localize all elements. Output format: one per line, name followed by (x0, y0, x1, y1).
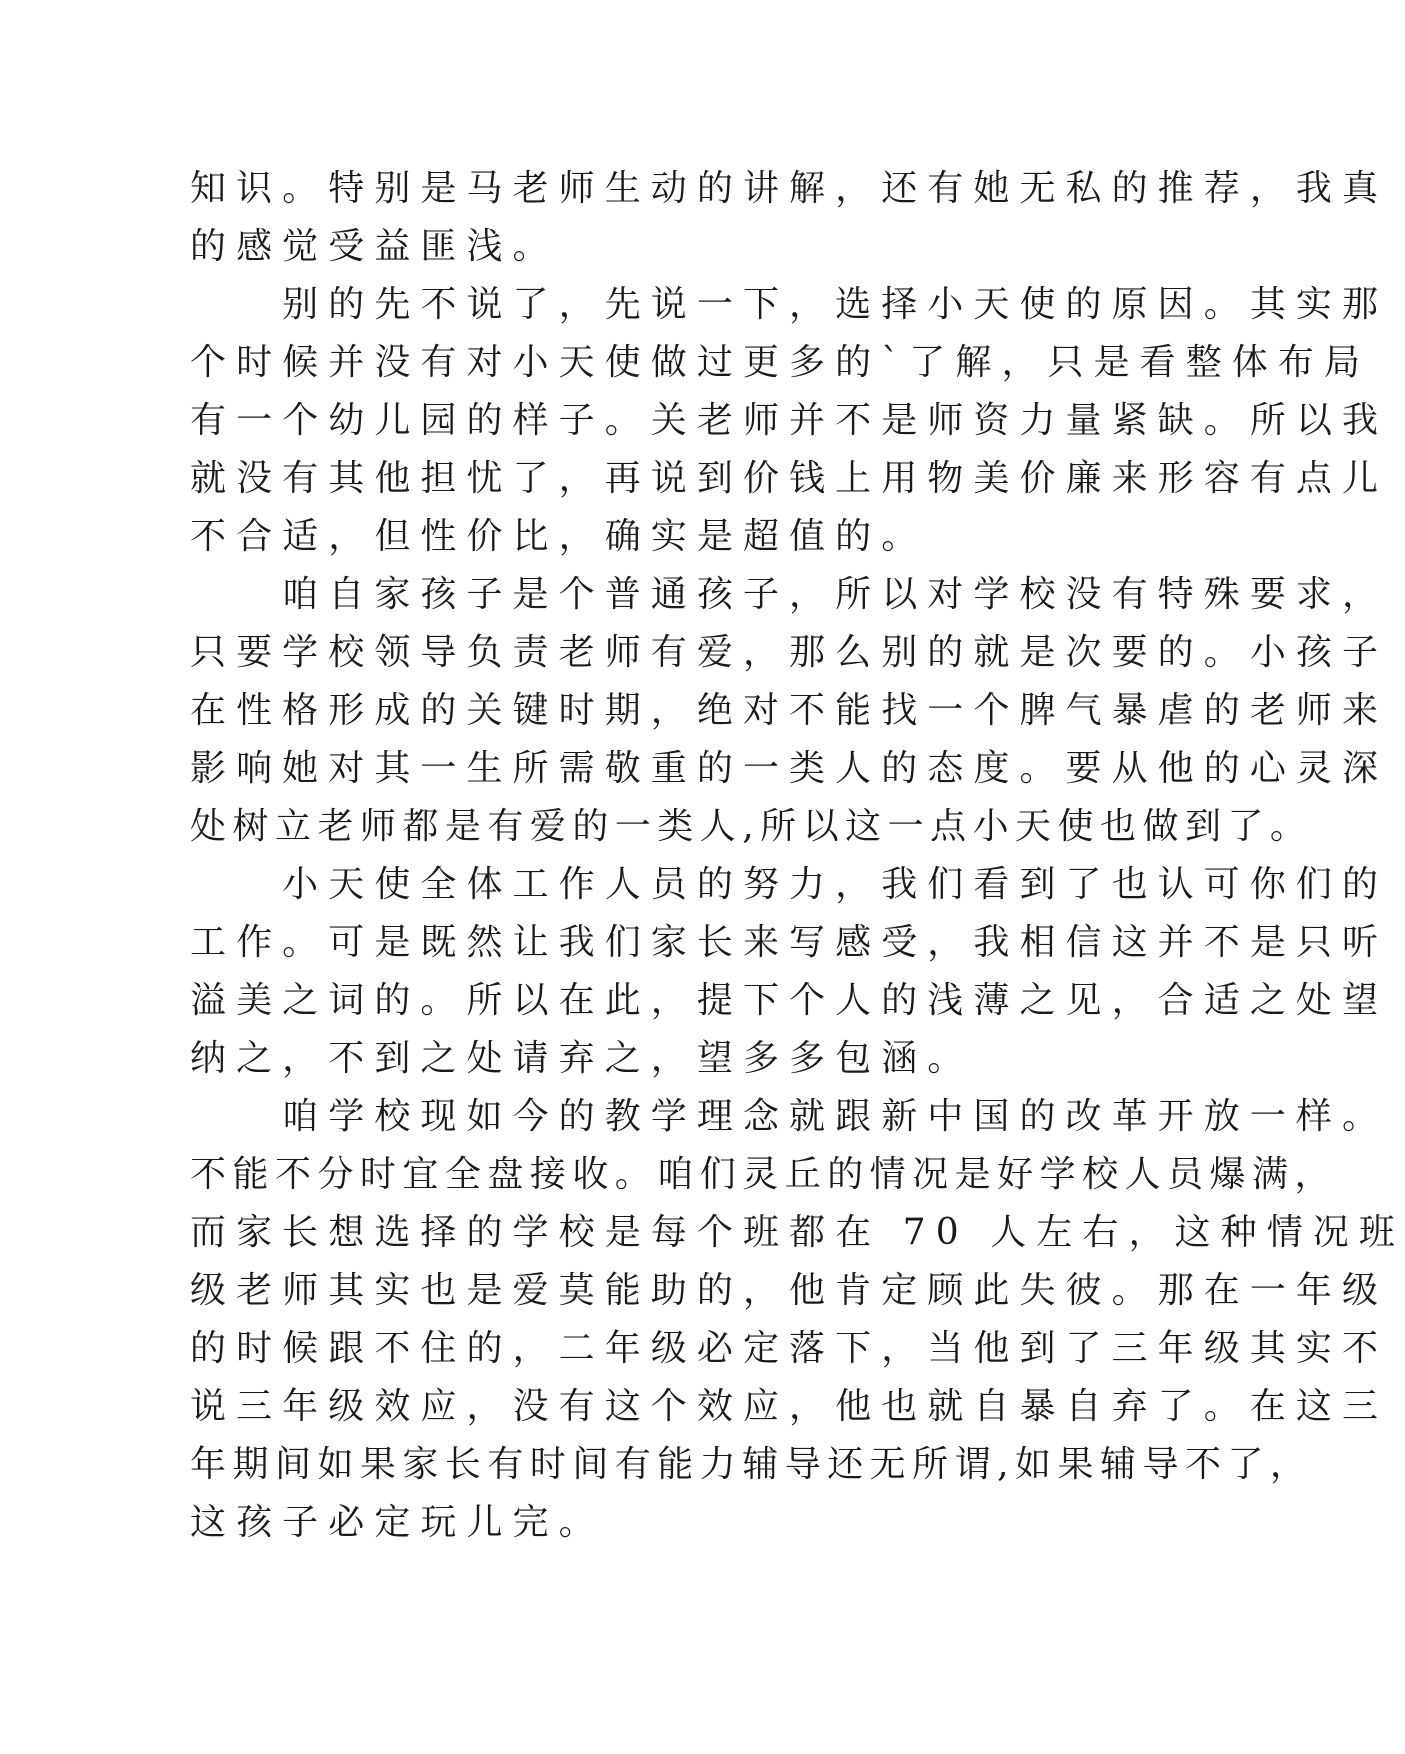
text-line: 不能不分时宜全盘接收。咱们灵丘的情况是好学校人员爆满， (190, 1154, 1337, 1195)
text-line: 就没有其他担忧了，再说到价钱上用物美价廉来形容有点儿 (190, 458, 1389, 499)
text-line: 咱自家孩子是个普通孩子，所以对学校没有特殊要求， (190, 574, 1389, 615)
body-text (190, 160, 1405, 1552)
text-line: 不合适，但性价比，确实是超值的。 (190, 516, 928, 557)
text-line: 的时候跟不住的，二年级必定落下，当他到了三年级其实不 (190, 1328, 1389, 1369)
text-line: 年期间如果家长有时间有能力辅导还无所谓,如果辅导不了， (190, 1444, 1313, 1485)
text-line: 知识。特别是马老师生动的讲解，还有她无私的推荐，我真 (190, 168, 1389, 209)
text-line: 的感觉受益匪浅。 (190, 226, 559, 267)
text-line: 影响她对其一生所需敬重的一类人的态度。要从他的心灵深 (190, 748, 1389, 789)
text-line: 有一个幼儿园的样子。关老师并不是师资力量紧缺。所以我 (190, 400, 1389, 441)
text-line: 这孩子必定玩儿完。 (190, 1502, 605, 1543)
text-line: 别的先不说了，先说一下，选择小天使的原因。其实那 (190, 284, 1389, 325)
text-line: 工作。可是既然让我们家长来写感受，我相信这并不是只听 (190, 922, 1389, 963)
text-line: 咱学校现如今的教学理念就跟新中国的改革开放一样。 (190, 1096, 1389, 1137)
text-line: 纳之，不到之处请弃之，望多多包涵。 (190, 1038, 974, 1079)
text-line: 只要学校领导负责老师有爱，那么别的就是次要的。小孩子 (190, 632, 1389, 673)
text-line: 说三年级效应，没有这个效应，他也就自暴自弃了。在这三 (190, 1386, 1389, 1427)
text-line: 个时候并没有对小天使做过更多的`了解，只是看整体布局 (190, 342, 1371, 383)
text-line: 而家长想选择的学校是每个班都在 70 人左右，这种情况班 (190, 1212, 1405, 1253)
text-line: 在性格形成的关键时期，绝对不能找一个脾气暴虐的老师来 (190, 690, 1389, 731)
text-line: 处树立老师都是有爱的一类人,所以这一点小天使也做到了。 (190, 806, 1313, 847)
text-line: 溢美之词的。所以在此，提下个人的浅薄之见，合适之处望 (190, 980, 1389, 1021)
text-line: 级老师其实也是爱莫能助的，他肯定顾此失彼。那在一年级 (190, 1270, 1389, 1311)
text-line: 小天使全体工作人员的努力，我们看到了也认可你们的 (190, 864, 1389, 905)
